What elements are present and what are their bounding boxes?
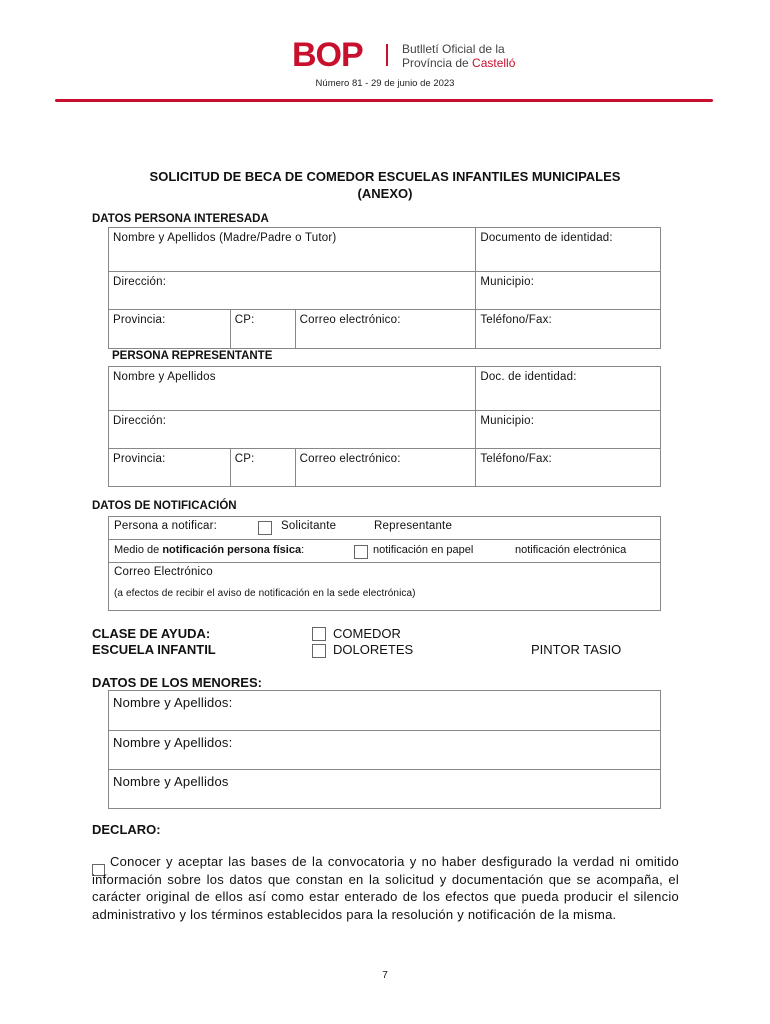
interesada-name-field[interactable] — [109, 228, 476, 272]
medio-bold: notificación persona física — [162, 544, 302, 556]
representante-phone-field[interactable] — [476, 449, 661, 487]
bop-logo: BOP — [292, 36, 363, 74]
pintor-tasio-label: PINTOR TASIO — [531, 642, 622, 657]
menor-2-field[interactable] — [109, 731, 661, 770]
declaro-heading: DECLARO: — [92, 822, 161, 837]
person-label: Persona a notificar: — [114, 520, 218, 532]
representante-label: Representante — [374, 520, 453, 532]
interesada-province-label: Provincia: — [113, 314, 166, 326]
representante-province-field[interactable] — [109, 449, 231, 487]
logo-divider — [386, 44, 388, 66]
brand-line-1: Butlletí Oficial de la — [402, 42, 505, 56]
document-title — [0, 168, 770, 202]
title-line-1: SOLICITUD DE BECA DE COMEDOR ESCUELAS INFANTILES MUNICIPALES — [149, 169, 621, 184]
menor-2-label: Nombre y Apellidos: — [113, 735, 233, 750]
representante-address-label: Dirección: — [113, 415, 167, 427]
doloretes-checkbox[interactable] — [312, 644, 326, 658]
comedor-checkbox[interactable] — [312, 627, 326, 641]
doloretes-label: DOLORETES — [333, 642, 414, 657]
interesada-email-label: Correo electrónico: — [299, 314, 401, 326]
interesada-municipality-label: Municipio: — [480, 276, 535, 288]
comedor-label: COMEDOR — [333, 626, 401, 641]
interesada-address-label: Dirección: — [113, 276, 167, 288]
interesada-doc-field[interactable] — [476, 228, 661, 272]
representante-name-field[interactable] — [109, 367, 476, 411]
notificacion-row-person — [109, 517, 660, 540]
interesada-table — [108, 227, 661, 349]
brand-line-2 — [402, 56, 515, 70]
notificacion-box — [108, 516, 661, 611]
email-label: Correo Electrónico — [114, 566, 213, 578]
representante-table — [108, 366, 661, 487]
clase-heading-1: CLASE DE AYUDA: — [92, 626, 211, 641]
interesada-province-field[interactable] — [109, 310, 231, 349]
representante-heading: PERSONA REPRESENTANTE — [112, 350, 273, 362]
medio-prefix: Medio de — [114, 544, 163, 556]
notificacion-heading: DATOS DE NOTIFICACIÓN — [92, 500, 237, 512]
representante-municipality-field[interactable] — [476, 411, 661, 449]
interesada-email-field[interactable] — [295, 310, 476, 349]
email-note: (a efectos de recibir el aviso de notificación en la sede electrónica) — [114, 588, 416, 599]
page-number: 7 — [382, 970, 388, 981]
interesada-phone-label: Teléfono/Fax: — [480, 314, 552, 326]
solicitante-checkbox[interactable] — [258, 521, 272, 535]
interesada-name-label: Nombre y Apellidos (Madre/Padre o Tutor) — [113, 232, 337, 244]
menor-1-label: Nombre y Apellidos: — [113, 695, 233, 710]
medio-label — [114, 544, 304, 556]
representante-province-label: Provincia: — [113, 453, 166, 465]
electronica-label: notificación electrónica — [515, 544, 627, 556]
menores-table — [108, 690, 661, 809]
menor-3-label: Nombre y Apellidos — [113, 774, 229, 789]
representante-email-field[interactable] — [295, 449, 476, 487]
interesada-cp-field[interactable] — [230, 310, 295, 349]
representante-doc-field[interactable] — [476, 367, 661, 411]
medio-suffix: : — [301, 544, 305, 556]
papel-checkbox[interactable] — [354, 545, 368, 559]
menores-heading: DATOS DE LOS MENORES: — [92, 675, 262, 690]
menor-1-field[interactable] — [109, 691, 661, 731]
representante-address-field[interactable] — [109, 411, 476, 449]
brand-line-2-prefix: Província de — [402, 56, 473, 70]
declaro-text — [92, 853, 679, 923]
representante-municipality-label: Municipio: — [480, 415, 535, 427]
representante-phone-label: Teléfono/Fax: — [480, 453, 552, 465]
declaro-text-content: Conocer y aceptar las bases de la convocatoria y no haber desfigurado la verdad ni omitido información sobre los datos que constan en la solicitud y documentación que se acompaña, el carácter original de ellos así como estar enterado de los efectos que pueda producir el silencio administrativo y los términos establecidos para la resolución y notificación de la misma. — [92, 854, 679, 922]
interesada-doc-label: Documento de identidad: — [480, 232, 613, 244]
interesada-municipality-field[interactable] — [476, 272, 661, 310]
title-line-2: (ANEXO) — [357, 186, 413, 201]
representante-email-label: Correo electrónico: — [299, 453, 401, 465]
brand-text — [402, 42, 515, 70]
representante-name-label: Nombre y Apellidos — [113, 371, 216, 383]
interesada-heading: DATOS PERSONA INTERESADA — [92, 213, 269, 225]
interesada-cp-label: CP: — [234, 314, 255, 326]
notificacion-row-medio — [109, 540, 660, 563]
representante-cp-field[interactable] — [230, 449, 295, 487]
header-rule — [55, 99, 713, 102]
issue-info: Número 81 - 29 de junio de 2023 — [315, 78, 455, 89]
papel-label: notificación en papel — [373, 544, 474, 556]
interesada-phone-field[interactable] — [476, 310, 661, 349]
representante-cp-label: CP: — [234, 453, 255, 465]
clase-heading-2: ESCUELA INFANTIL — [92, 642, 216, 657]
brand-line-2-highlight: Castelló — [472, 56, 516, 70]
solicitante-label: Solicitante — [281, 520, 337, 532]
representante-doc-label: Doc. de identidad: — [480, 371, 577, 383]
interesada-address-field[interactable] — [109, 272, 476, 310]
menor-3-field[interactable] — [109, 770, 661, 809]
